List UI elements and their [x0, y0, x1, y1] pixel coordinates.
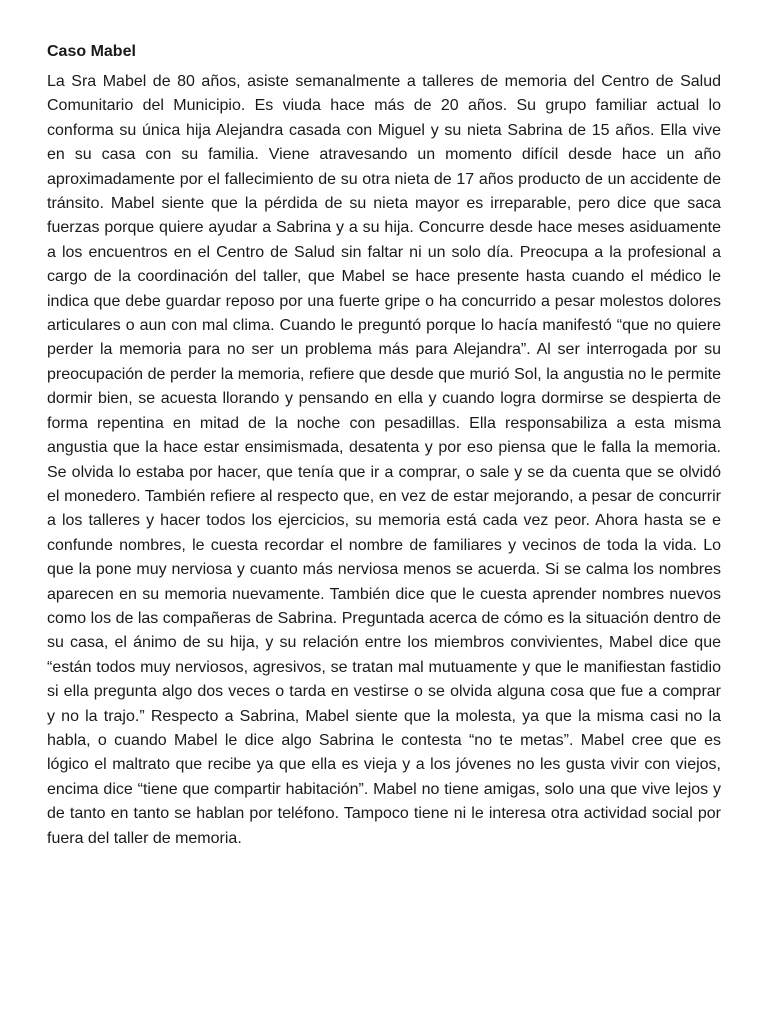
- document-body-paragraph: La Sra Mabel de 80 años, asiste semanalmente a talleres de memoria del Centro de Salud Comunitario del Municipio. Es viuda hace más de 20 años. Su grupo familiar actual lo conforma su única hija Alejandra casada con Miguel y su nieta Sabrina de 15 años. Ella vive en su casa con su familia. Viene atravesando un momento difícil desde hace un año aproximadamente por el fallecimiento de su otra nieta de 17 años producto de un accidente de tránsito. Mabel siente que la pérdida de su nieta mayor es irreparable, pero dice que saca fuerzas porque quiere ayudar a Sabrina y a su hija. Concurre desde hace meses asiduamente a los encuentros en el Centro de Salud sin faltar ni un solo día. Preocupa a la profesional a cargo de la coordinación del taller, que Mabel se hace presente hasta cuando el médico le indica que debe guardar reposo por una fuerte gripe o ha concurrido a pesar molestos dolores articulares o aun con mal clima. Cuando le preguntó porque lo hacía manifestó “que no quiere perder la memoria para no ser un problema más para Alejandra”. Al ser interrogada por su preocupación de perder la memoria, refiere que desde que murió Sol, la angustia no le permite dormir bien, se acuesta llorando y pensando en ella y cuando logra dormirse se despierta de forma repentina en mitad de la noche con pesadillas. Ella responsabiliza a esta misma angustia que la hace estar ensimismada, desatenta y por eso piensa que le falla la memoria. Se olvida lo estaba por hacer, que tenía que ir a comprar, o sale y se da cuenta que se olvidó el monedero. También refiere al respecto que, en vez de estar mejorando, a pesar de concurrir a los talleres y hacer todos los ejercicios, su memoria está cada vez peor. Ahora hasta se e confunde nombres, le cuesta recordar el nombre de familiares y vecinos de toda la vida. Lo que la pone muy nerviosa y cuanto más nerviosa menos se acuerda. Si se calma los nombres aparecen en su memoria nuevamente. También dice que le cuesta aprender nombres nuevos como los de las compañeras de Sabrina. Preguntada acerca de cómo es la situación dentro de su casa, el ánimo de su hija, y su relación entre los miembros convivientes, Mabel dice que “están todos muy nerviosos, agresivos, se tratan mal mutuamente y que le manifiestan fastidio si ella pregunta algo dos veces o tarda en vestirse o se olvida alguna cosa que fue a comprar y no la trajo.” Respecto a Sabrina, Mabel siente que la molesta, ya que la misma casi no la habla, o cuando Mabel le dice algo Sabrina le contesta “no te metas”. Mabel cree que es lógico el maltrato que recibe ya que ella es vieja y a los jóvenes no les gusta vivir con viejos, encima dice “tiene que compartir habitación”. Mabel no tiene amigas, solo una que vive lejos y de tanto en tanto se hablan por teléfono. Tampoco tiene ni le interesa otra actividad social por fuera del taller de memoria.: [47, 73, 721, 847]
- document-page: [47, 40, 721, 851]
- document-title: Caso Mabel: [47, 43, 136, 60]
